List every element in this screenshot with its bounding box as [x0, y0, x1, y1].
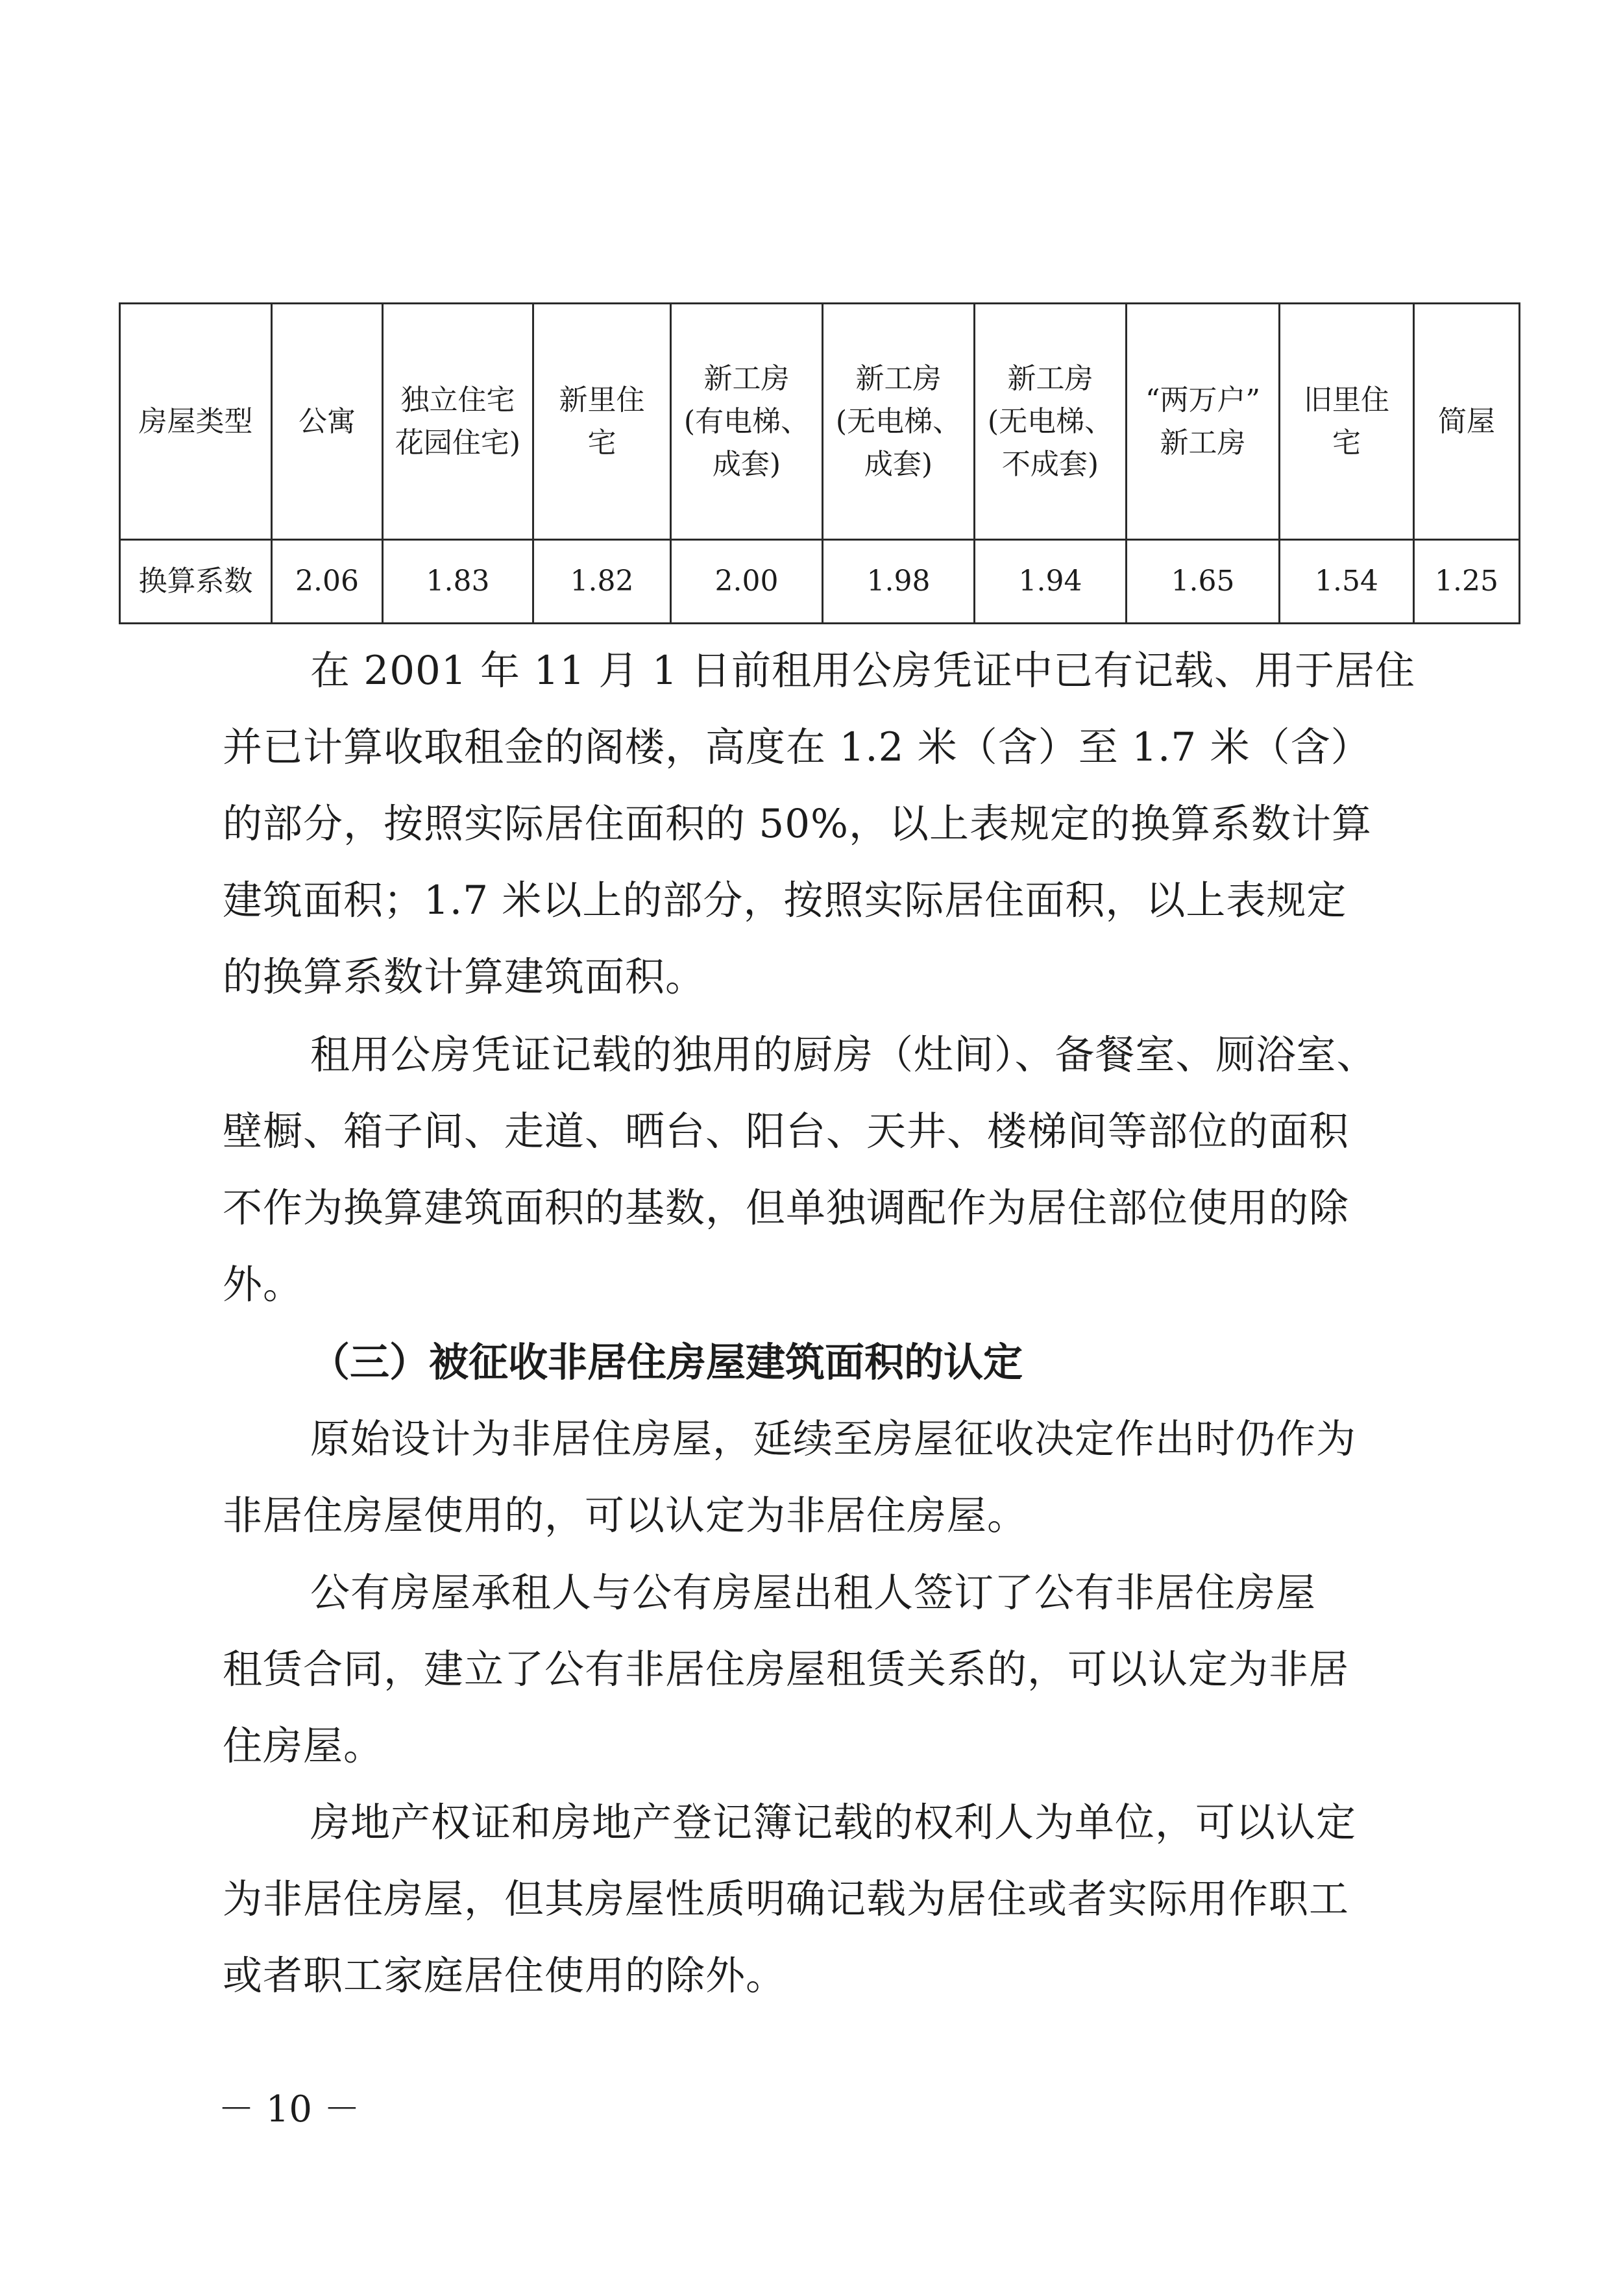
paragraph-line: 外。 [223, 1262, 304, 1308]
table-value-row [120, 540, 1520, 624]
paragraph-line: 为非居住房屋，但其房屋性质明确记载为居住或者实际用作职工 [223, 1876, 1350, 1922]
row-label-cell: 换算系数 [120, 540, 272, 624]
paragraph-line: 的部分，按照实际居住面积的 50%，以上表规定的换算系数计算 [223, 801, 1372, 847]
paragraph-line: 建筑面积；1.7 米以上的部分，按照实际居住面积，以上表规定 [223, 877, 1347, 923]
header-cell: 独立住宅 花园住宅) [383, 304, 533, 540]
section-heading: （三）被征收非居住房屋建筑面积的认定 [310, 1339, 1023, 1386]
paragraph-line: 的换算系数计算建筑面积。 [223, 954, 706, 1000]
paragraph-line: 住房屋。 [223, 1723, 384, 1769]
value-cell: 1.65 [1127, 540, 1280, 624]
header-cell: 新工房 (无电梯、 不成套) [975, 304, 1127, 540]
paragraph-line: 原始设计为非居住房屋，延续至房屋征收决定作出时仍作为 [310, 1416, 1357, 1462]
paragraph-line: 并已计算收取租金的阁楼，高度在 1.2 米（含）至 1.7 米（含） [223, 724, 1371, 770]
value-cell: 2.06 [272, 540, 383, 624]
paragraph-line: 不作为换算建筑面积的基数，但单独调配作为居住部位使用的除 [223, 1185, 1350, 1231]
paragraph-line: 租用公房凭证记载的独用的厨房（灶间）、备餐室、厕浴室、 [310, 1032, 1377, 1078]
header-cell: 新工房 (无电梯、 成套) [823, 304, 975, 540]
paragraph-line: 公有房屋承租人与公有房屋出租人签订了公有非居住房屋 [310, 1570, 1317, 1616]
table-header-row [120, 304, 1520, 540]
header-cell: 简屋 [1414, 304, 1520, 540]
paragraph-line: 非居住房屋使用的，可以认定为非居住房屋。 [223, 1493, 1028, 1539]
value-cell: 1.83 [383, 540, 533, 624]
paragraph-line: 壁橱、箱子间、走道、晒台、阳台、天井、楼梯间等部位的面积 [223, 1108, 1350, 1154]
paragraph-line: 房地产权证和房地产登记簿记载的权利人为单位，可以认定 [310, 1800, 1357, 1846]
paragraph-line: 租赁合同，建立了公有非居住房屋租赁关系的，可以认定为非居 [223, 1646, 1350, 1692]
header-cell: 新里住 宅 [533, 304, 671, 540]
value-cell: 2.00 [671, 540, 823, 624]
header-cell: “两万户” 新工房 [1127, 304, 1280, 540]
value-cell: 1.82 [533, 540, 671, 624]
header-cell: 旧里住 宅 [1280, 304, 1414, 540]
header-label-cell: 房屋类型 [120, 304, 272, 540]
value-cell: 1.94 [975, 540, 1127, 624]
header-cell: 公寓 [272, 304, 383, 540]
paragraph-line: 在 2001 年 11 月 1 日前租用公房凭证中已有记载、用于居住 [310, 648, 1416, 694]
conversion-coefficient-table [119, 302, 1520, 624]
header-cell: 新工房 (有电梯、 成套) [671, 304, 823, 540]
page-number: － 10 － [218, 2088, 360, 2131]
paragraph-line: 或者职工家庭居住使用的除外。 [223, 1953, 787, 1999]
value-cell: 1.54 [1280, 540, 1414, 624]
value-cell: 1.98 [823, 540, 975, 624]
value-cell: 1.25 [1414, 540, 1520, 624]
